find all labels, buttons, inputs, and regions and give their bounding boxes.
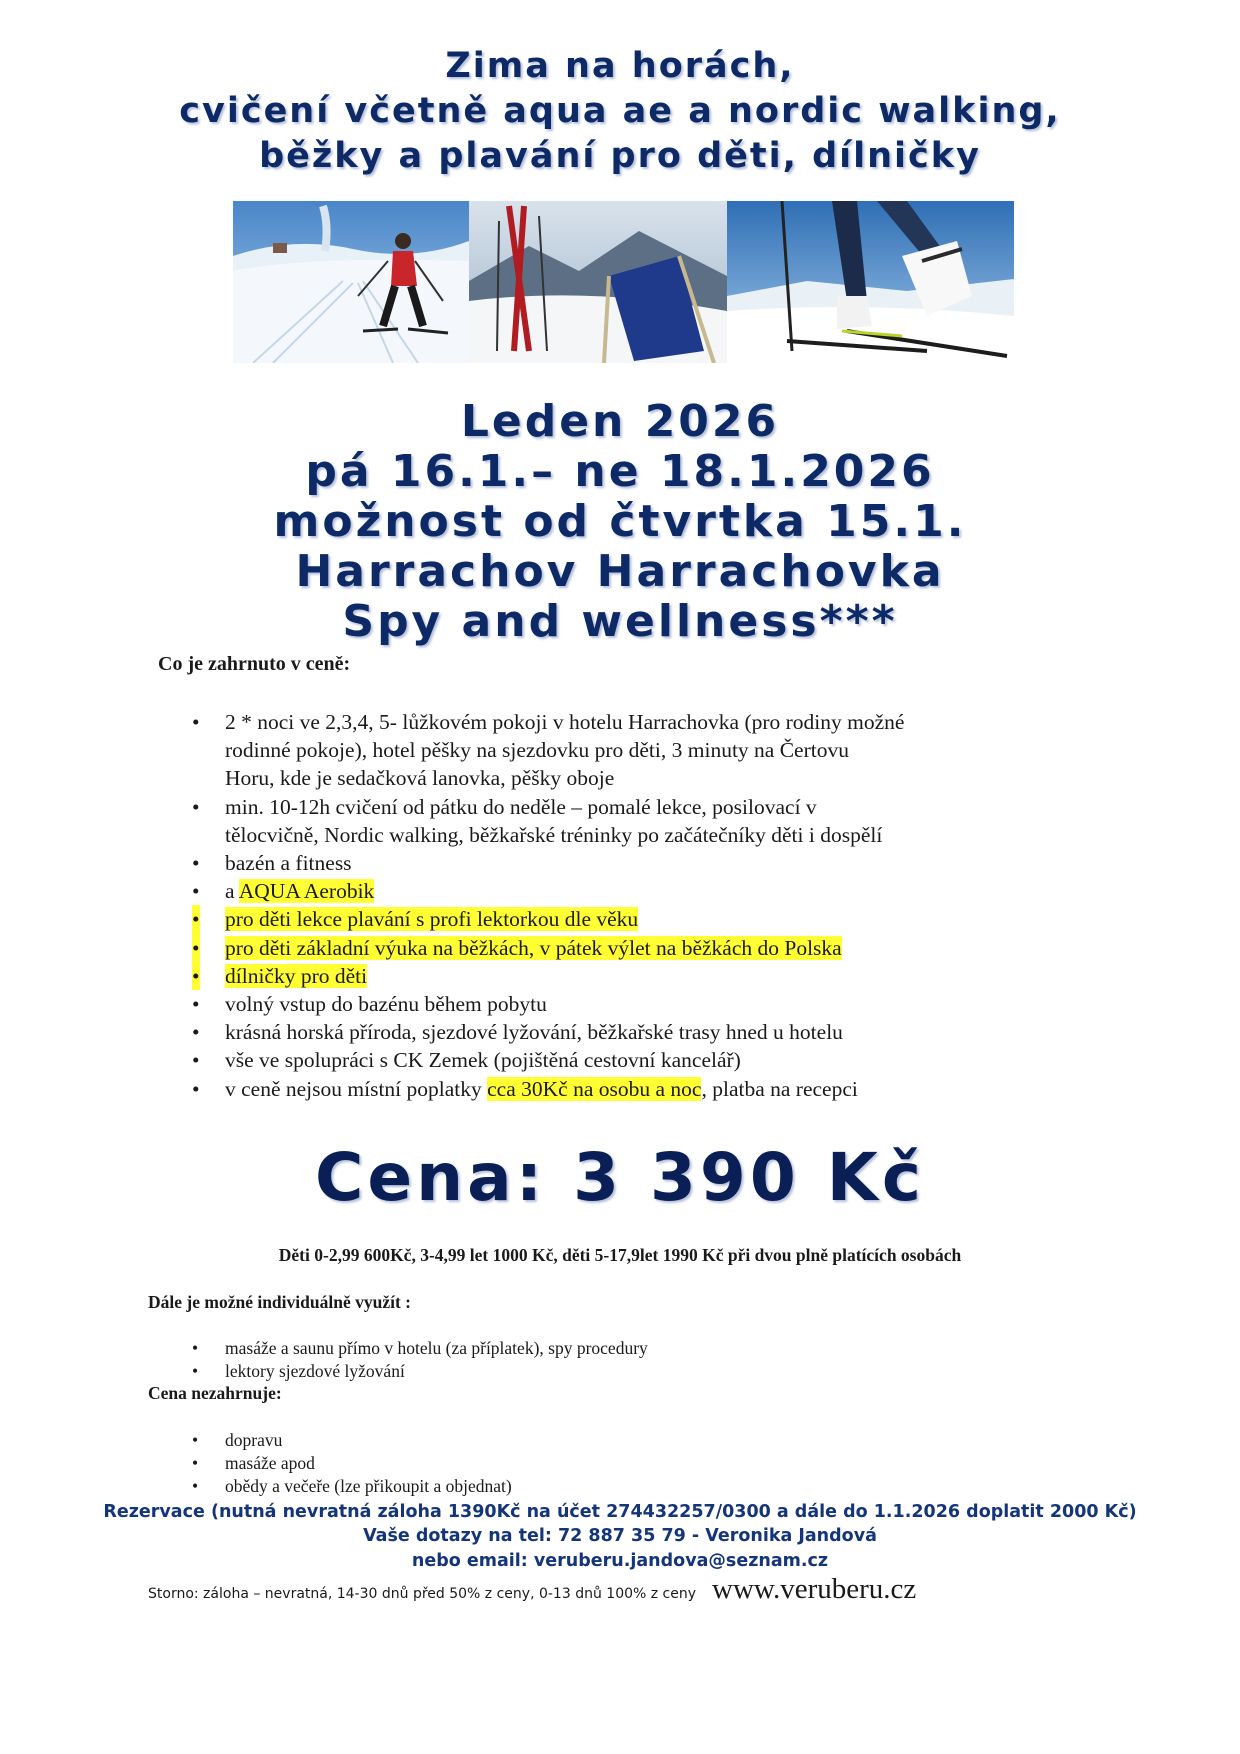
title-line: běžky a plavání pro děti, dílničky bbox=[259, 136, 981, 176]
optional-heading: Dále je možné individuálně využít : bbox=[148, 1292, 411, 1312]
page-title bbox=[0, 44, 1240, 179]
website-link[interactable]: www.veruberu.cz bbox=[712, 1573, 917, 1605]
event-month: Leden 2026 bbox=[460, 396, 780, 447]
list-item: • obědy a večeře (lze přikoupit a objednat) bbox=[192, 1476, 512, 1496]
list-item: • krásná horská příroda, sjezdové lyžování, běžkařské trasy hned u hotelu bbox=[192, 1020, 843, 1045]
list-item: • vše ve spolupráci s CK Zemek (pojištěná cestovní kancelář) bbox=[192, 1048, 741, 1073]
phone-contact: Vaše dotazy na tel: 72 887 35 79 - Veronika Jandová bbox=[363, 1526, 877, 1546]
list-item: Horu, kde je sedačková lanovka, pěšky oboje bbox=[225, 766, 615, 791]
cross-country-skier-photo bbox=[233, 201, 469, 363]
list-item: • volný vstup do bazénu během pobytu bbox=[192, 992, 547, 1017]
list-item: • v ceně nejsou místní poplatky cca 30Kč na osobu a noc, platba na recepci bbox=[192, 1076, 858, 1101]
reservation-info: Rezervace (nutná nevratná záloha 1390Kč na účet 274432257/0300 a dále do 1.1.2026 doplatit 2000 Kč) bbox=[103, 1502, 1137, 1522]
excluded-list bbox=[192, 1429, 512, 1498]
list-item: • 2 * noci ve 2,3,4, 5- lůžkovém pokoji v hotelu Harrachovka (pro rodiny možné bbox=[192, 710, 905, 734]
list-item: • pro děti základní výuka na běžkách, v pátek výlet na běžkách do Polska bbox=[225, 934, 1125, 962]
event-dates: pá 16.1.– ne 18.1.2026 bbox=[305, 446, 935, 497]
title-line: cvičení včetně aqua ae a nordic walking, bbox=[179, 91, 1061, 131]
excluded-heading: Cena nezahrnuje: bbox=[148, 1383, 282, 1403]
footer bbox=[148, 1573, 1108, 1606]
event-hotel: Spy and wellness*** bbox=[342, 596, 898, 647]
storno-terms: Storno: záloha – nevratná, 14-30 dnů před 50% z ceny, 0-13 dnů 100% z ceny bbox=[148, 1586, 697, 1602]
list-item: • dopravu bbox=[192, 1430, 283, 1450]
list-item: • masáže a saunu přímo v hotelu (za příplatek), spy procedury bbox=[192, 1338, 648, 1358]
list-item: • dílničky pro děti bbox=[225, 962, 1125, 990]
list-item: • a AQUA Aerobik bbox=[192, 879, 375, 904]
email-contact[interactable]: nebo email: veruberu.jandova@seznam.cz bbox=[411, 1551, 829, 1571]
event-location: Harrachov Harrachovka bbox=[295, 546, 945, 597]
event-info bbox=[0, 397, 1240, 647]
optional-list bbox=[192, 1337, 648, 1383]
list-item: • pro děti lekce plavání s profi lektorkou dle věku bbox=[225, 905, 1125, 933]
price: Cena: 3 390 Kč bbox=[314, 1139, 925, 1216]
included-list bbox=[192, 708, 1125, 1103]
photo-strip bbox=[233, 201, 1014, 363]
list-item: tělocvičně, Nordic walking, běžkařské tréninky po začátečníky děti i dospělí bbox=[225, 822, 883, 847]
list-item: • min. 10-12h cvičení od pátku do neděle – pomalé lekce, posilovací v bbox=[192, 794, 817, 819]
included-heading: Co je zahrnuto v ceně: bbox=[158, 653, 351, 675]
event-option: možnost od čtvrtka 15.1. bbox=[273, 496, 967, 547]
list-item: • bazén a fitness bbox=[192, 851, 352, 876]
children-prices: Děti 0-2,99 600Kč, 3-4,99 let 1000 Kč, děti 5-17,9let 1990 Kč při dvou plně platících osobách bbox=[278, 1245, 962, 1265]
skis-and-deckchair-photo bbox=[469, 201, 727, 363]
title-line: Zima na horách, bbox=[445, 46, 795, 86]
ski-boots-photo bbox=[727, 201, 1014, 363]
list-item: rodinné pokoje), hotel pěšky na sjezdovku pro děti, 3 minuty na Čertovu bbox=[225, 738, 849, 763]
list-item: • lektory sjezdové lyžování bbox=[192, 1361, 405, 1381]
list-item: • masáže apod bbox=[192, 1453, 315, 1473]
